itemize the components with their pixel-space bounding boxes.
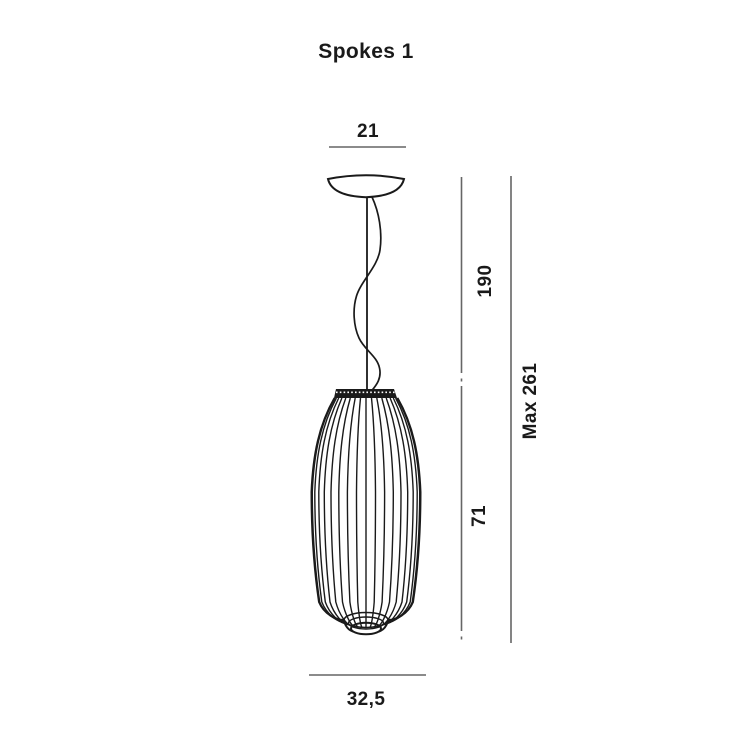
max-height-label: Max 261 bbox=[520, 362, 541, 440]
shade-width-label: 32,5 bbox=[346, 689, 386, 710]
shade-wire-cage bbox=[312, 398, 421, 628]
shade-top-cap bbox=[334, 389, 397, 398]
shade-rib bbox=[370, 398, 376, 627]
suspension-length-label: 190 bbox=[475, 264, 496, 298]
shade-height-label: 71 bbox=[469, 505, 490, 527]
page-title: Spokes 1 bbox=[318, 40, 414, 63]
ceiling-canopy-icon bbox=[328, 175, 404, 197]
shade-rib bbox=[357, 398, 363, 627]
canopy-width-label: 21 bbox=[357, 121, 379, 142]
